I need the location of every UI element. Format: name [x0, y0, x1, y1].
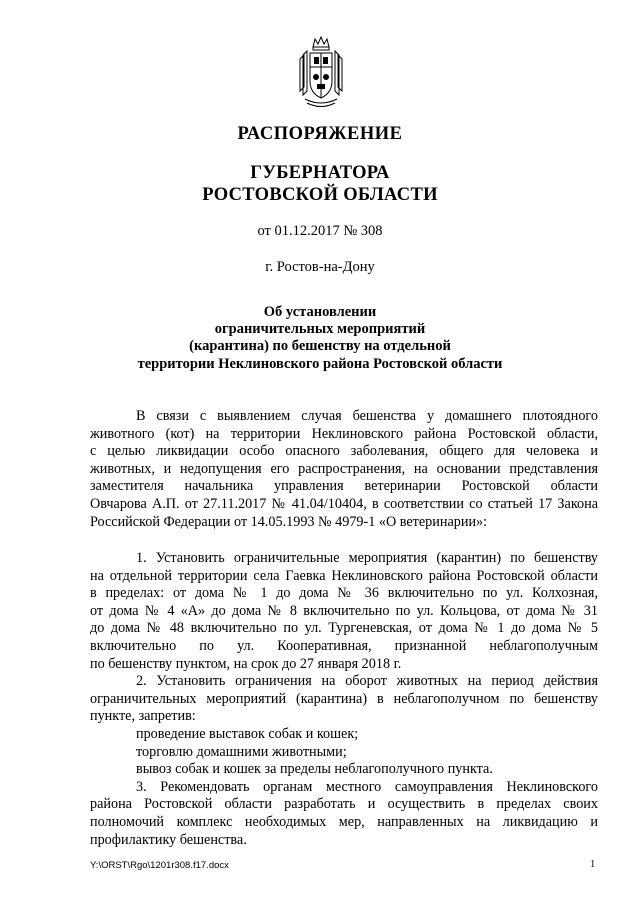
item-1-paragraph: [90, 550, 598, 849]
text-line: полномочий комплекс необходимых мер, направленных на ликвидацию и: [90, 813, 598, 830]
text-line: от дома № 4 «А» до дома № 8 включительно по ул. Кольцова, от дома № 31: [90, 602, 598, 619]
text-line: 2. Установить ограничения на оборот животных на период действия: [136, 673, 598, 690]
footer-file-path: Y:\ORST\Rgo\1201r308.f17.docx: [90, 860, 229, 871]
text-line: по бешенству пунктом, на срок до 27 января 2018 г.: [90, 655, 402, 672]
document-type-heading: РАСПОРЯЖЕНИЕ: [237, 124, 403, 144]
title-line: (карантина) по бешенству на отдельной: [189, 338, 451, 355]
text-line: проведение выставок собак и кошек;: [136, 725, 359, 742]
text-line: в пределах: от дома № 1 до дома № 36 включительно по ул. Колхозная,: [90, 585, 598, 602]
document-date-number: от 01.12.2017 № 308: [257, 223, 383, 239]
title-line: Об установлении: [263, 304, 377, 320]
text-line: до дома № 48 включительно по ул. Тургеневская, от дома № 1 до дома № 5: [90, 620, 598, 637]
text-line: района Ростовской области разработать и осуществить в пределах своих: [90, 796, 598, 813]
text-line: животного (кот) на территории Неклиновского района Ростовской области,: [90, 425, 598, 442]
footer-page-number: 1: [590, 859, 596, 870]
authority-heading-line2: РОСТОВСКОЙ ОБЛАСТИ: [202, 185, 438, 205]
text-line: животных, и недопущения его распространения, на основании представления: [90, 460, 598, 477]
authority-heading-line1: ГУБЕРНАТОРА: [250, 163, 390, 183]
document-city: г. Ростов-на-Дону: [265, 259, 375, 275]
preamble-paragraph: [90, 408, 598, 531]
text-line: на отдельной территории села Гаевка Неклиновского района Ростовской области: [90, 567, 598, 584]
text-line: Российской Федерации от 14.05.1993 № 4979-1 «О ветеринарии»:: [90, 513, 488, 530]
text-line: включительно по ул. Кооперативная, признанной неблагополучным: [90, 637, 598, 654]
text-line: с целью ликвидации особо опасного заболевания, общего для человека и: [90, 443, 598, 460]
text-line: торговлю домашними животными;: [136, 743, 347, 760]
text-line: пункте, запретив:: [90, 708, 196, 725]
text-line: 3. Рекомендовать органам местного самоуправления Неклиновского: [136, 778, 598, 795]
text-line: вывоз собак и кошек за пределы неблагополучного пункта.: [136, 761, 493, 778]
document-title: [0, 304, 640, 373]
text-line: 1. Установить ограничительные мероприятия (карантин) по бешенству: [136, 550, 598, 566]
text-line: профилактику бешенства.: [90, 831, 247, 848]
text-line: заместителя начальника управления ветеринарии Ростовской области: [90, 478, 598, 495]
text-line: Овчарова А.П. от 27.11.2017 № 41.04/10404, в соответствии со статьей 17 Закона: [90, 495, 598, 512]
title-line: территории Неклиновского района Ростовской области: [137, 355, 503, 372]
title-line: ограничительных мероприятий: [214, 321, 426, 338]
coat-of-arms-emblem: [297, 35, 345, 111]
text-line: ограничительных мероприятий (карантина) в неблагополучном по бешенству: [90, 690, 598, 707]
text-line: В связи с выявлением случая бешенства у домашнего плотоядного: [136, 408, 598, 424]
